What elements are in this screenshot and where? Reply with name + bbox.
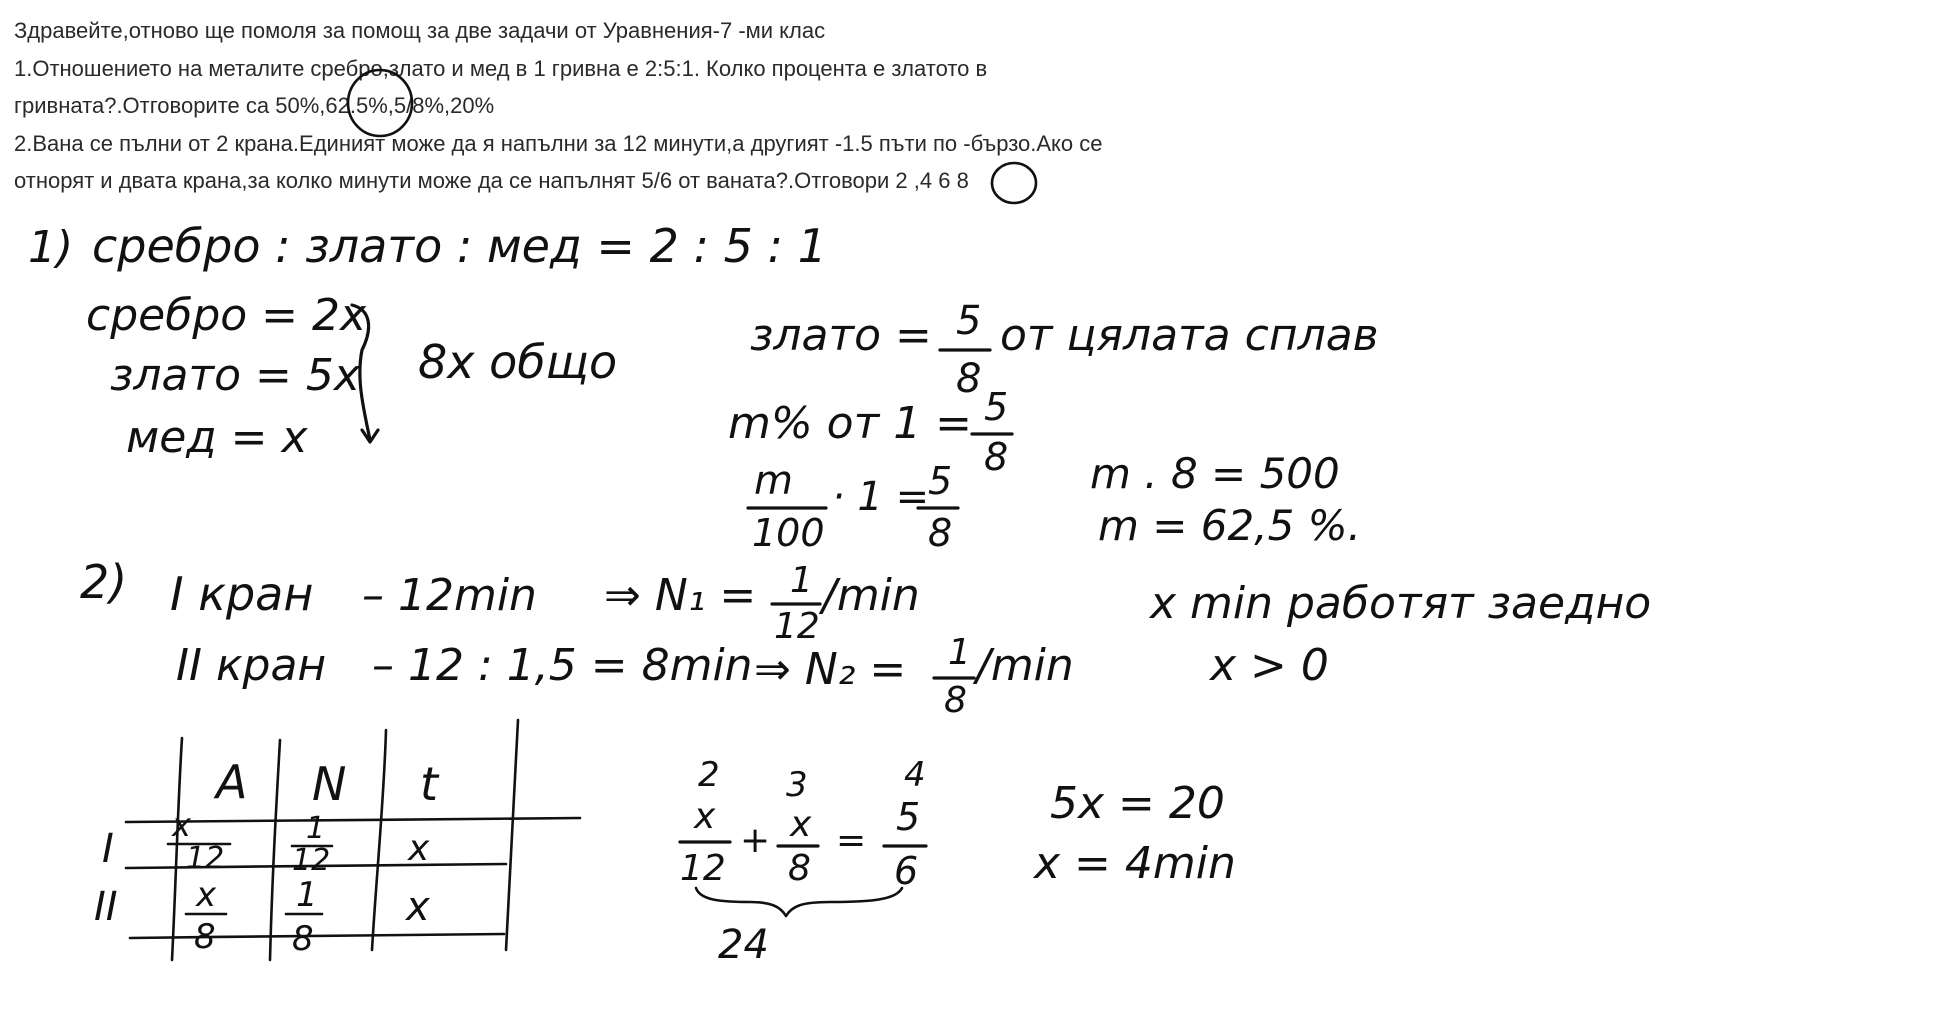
p1-number: 1) [28, 222, 74, 273]
p2-condition: x > 0 [1210, 640, 1329, 691]
question-line-problem1: 1.Отношението на металите сребро,злато и мед в 1 гривна е 2:5:1. Колко процента е златото в [14, 55, 988, 81]
p1-gold: злато = 5x [110, 350, 360, 401]
p1-m-pct-den: 8 [984, 435, 1009, 479]
p2-tap1-rate-lhs: ⇒ N₁ = [604, 570, 757, 621]
p2-tap2-rate-num: 1 [948, 632, 971, 673]
p1-gold-share-rest: от цялата сплав [1000, 310, 1379, 361]
question-line-problem1-answers: гривната?.Отговорите са 50%,62.5%,5/8%,20% [14, 93, 495, 118]
p1-m-eq2: m = 62,5 %. [1098, 501, 1361, 550]
p2-table-row1-n-den: 12 [292, 843, 331, 878]
p2-eq-t2-num: x [790, 804, 812, 845]
p1-ratio: сребро : злато : мед = 2 : 5 : 1 [92, 219, 827, 273]
p2-tap2-per-min: /min [976, 640, 1074, 691]
p2-tap1-rate-num: 1 [790, 560, 813, 601]
p2-table-row2-a-den: 8 [194, 917, 216, 957]
p2-table-row2-a-num: x [196, 875, 217, 915]
p2-table-header-t: t [420, 757, 439, 811]
p2-table-row2-n-den: 8 [292, 919, 314, 959]
p2-tap1-rate-den: 12 [774, 606, 820, 647]
p1-m-rhs-den: 8 [928, 511, 953, 555]
p2-eq-rhs-num: 5 [896, 795, 921, 839]
p2-eq-lcd: 24 [718, 922, 769, 968]
p2-result1: 5x = 20 [1050, 778, 1225, 829]
p2-tap1-per-min: /min [822, 570, 920, 621]
p2-eq-t2-den: 8 [788, 848, 811, 889]
p2-table-row1-a-num: x [172, 806, 191, 844]
p1-m-times: · 1 = [832, 474, 930, 520]
p2-eq-plus: + [740, 820, 771, 861]
p2-table-header-a: A [216, 755, 248, 809]
p2-table-row1-label: I [102, 826, 114, 872]
p2-tap2-rate-lhs: ⇒ N₂ = [754, 644, 907, 695]
p1-m-pct-lhs: m% от 1 = [728, 398, 973, 449]
answer-circle-4 [992, 163, 1036, 203]
p2-eq-lcd-brace [696, 888, 902, 916]
question-line-problem2-answers: отнорят и двата крана,за колко минути може да се напълнят 5/6 от ваната?.Отговори 2 ,4 6 8 [14, 168, 969, 193]
p2-tap1-time: – 12min [362, 570, 537, 621]
p1-m-frac-num: m [754, 458, 793, 504]
p2-result2: x = 4min [1034, 838, 1236, 889]
p2-tap2-label: II кран [176, 640, 327, 691]
p2-unknown: x min работят заедно [1150, 578, 1652, 629]
p2-eq-equals: = [836, 820, 867, 861]
p2-table-row2-n-num: 1 [296, 875, 318, 915]
question-line-problem2: 2.Вана се пълни от 2 крана.Единият може да я напълни за 12 минути,а другият -1.5 пъти по -бързо.Ако се [14, 130, 1103, 156]
p2-table-row1-a-den: 12 [186, 841, 225, 876]
p1-gold-share-lhs: злато = [750, 310, 932, 361]
question-line-greeting: Здравейте,отново ще помоля за помощ за две задачи от Уравнения-7 -ми клас [14, 18, 826, 43]
p1-m-pct-num: 5 [984, 385, 1009, 429]
p1-m-rhs-num: 5 [928, 459, 953, 503]
p2-tap1-label: I кран [170, 567, 314, 621]
p1-copper: мед = x [126, 412, 308, 463]
answer-circle-62-5 [348, 70, 412, 136]
p1-m-frac-den: 100 [752, 511, 825, 555]
p2-table-header-n: N [312, 757, 347, 811]
p1-m-eq1: m . 8 = 500 [1090, 449, 1340, 498]
p2-eq-rhs-den: 6 [894, 849, 919, 893]
p2-eq-factor3: 4 [904, 755, 926, 795]
p2-tap2-time: – 12 : 1,5 = 8min [372, 640, 753, 691]
p1-total: 8x общо [418, 335, 618, 389]
p2-number: 2) [80, 555, 128, 609]
p2-table-row2-t: x [406, 884, 430, 930]
p2-eq-factor2: 3 [786, 765, 808, 805]
p2-eq-factor1: 2 [698, 755, 720, 795]
p2-table-row2-label: II [94, 884, 118, 930]
p1-silver: сребро = 2x [86, 290, 367, 341]
p2-tap2-rate-den: 8 [944, 680, 967, 721]
p1-gold-share-den: 8 [956, 356, 982, 402]
p2-eq-t1-num: x [694, 796, 716, 837]
p2-table-row1-t: x [408, 828, 430, 869]
p2-eq-t1-den: 12 [680, 848, 726, 889]
p2-table-row1-n-num: 1 [306, 811, 326, 846]
p1-gold-share-num: 5 [956, 298, 982, 344]
